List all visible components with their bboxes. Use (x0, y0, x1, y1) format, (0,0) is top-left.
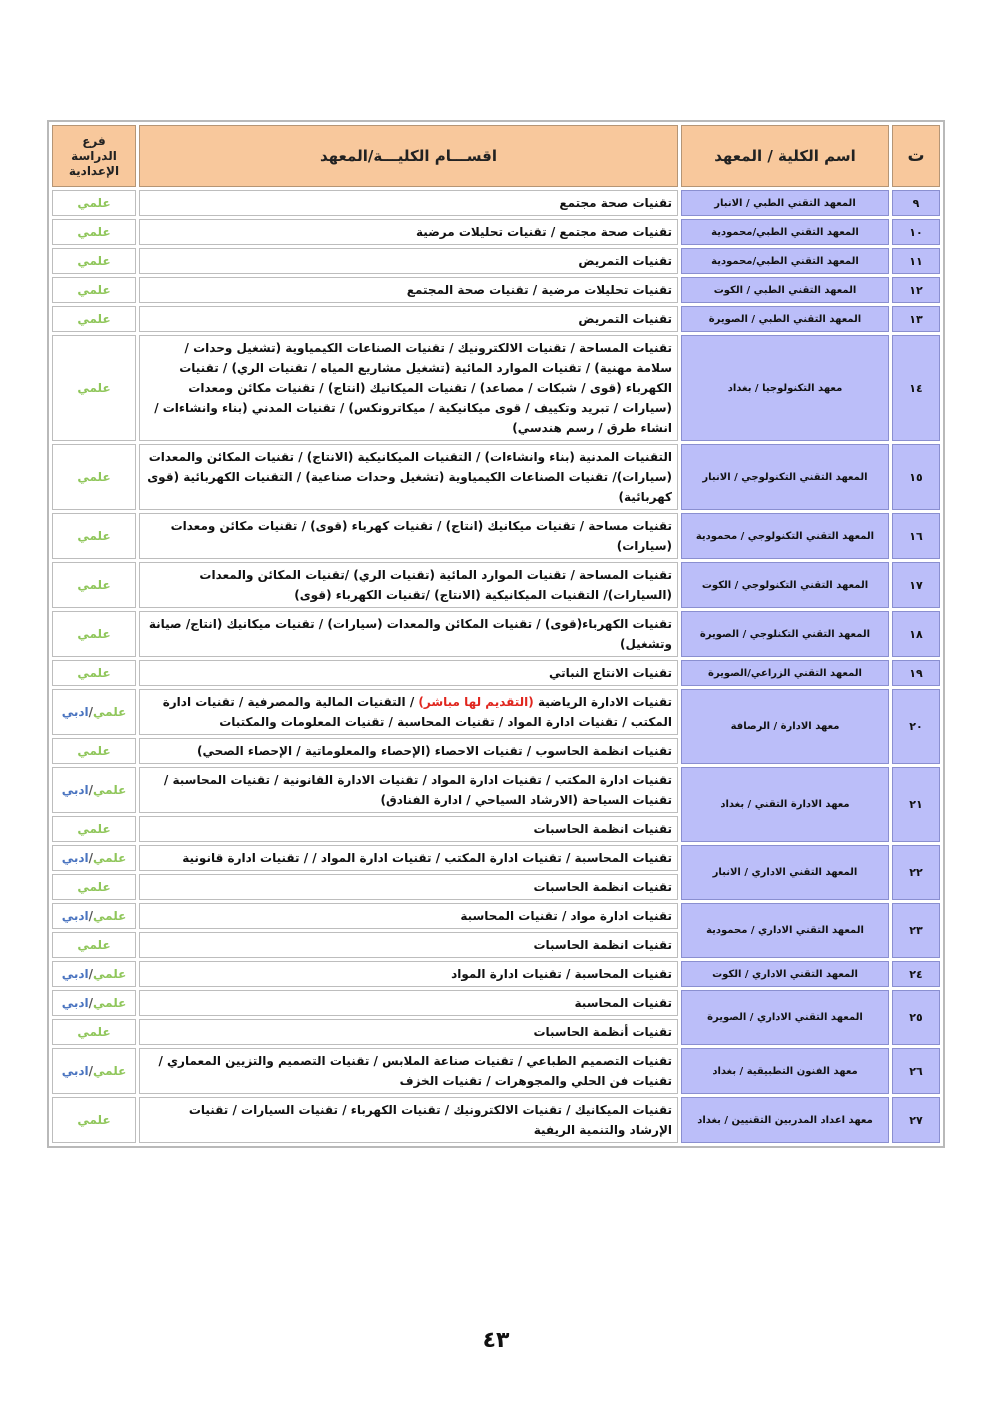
branch-scientific: علمي (77, 822, 111, 836)
row-number: ٢٠ (892, 689, 940, 764)
row-number: ٢٥ (892, 990, 940, 1045)
institute-name: معهد التكنولوجيا / بغداد (681, 335, 889, 441)
branch-cell (52, 689, 136, 735)
header-departments: اقســـام الكليـــة/المعهد (139, 125, 678, 187)
institute-name: المعهد التقني الاداري / الكوت (681, 961, 889, 987)
dept-text: / التقنيات المالية والمصرفية / تقنيات ادارة المكتب / تقنيات ادارة المواد / تقنيات المحاسبة / تقنيات المعلومات والمكتبات (162, 695, 672, 729)
departments-cell: تقنيات ادارة المكتب / تقنيات ادارة المواد / تقنيات الادارة القانونية / تقنيات المحاسبة / تقنيات السياحة (الارشاد السياحي / ادارة الفنادق) (139, 767, 678, 813)
institute-name: المعهد التقني الطبي/محمودية (681, 248, 889, 274)
branch-separator: / (88, 851, 94, 865)
dept-note-direct: (التقديم لها مباشر) (418, 695, 534, 709)
departments-cell: تقنيات الانتاج النباتي (139, 660, 678, 686)
branch-separator: / (88, 705, 94, 719)
departments-cell: تقنيات التصميم الطباعي / تقنيات صناعة الملابس / تقنيات التصميم والتزيين المعماري / تقنيات فن الحلي والمجوهرات / تقنيات الخزف (139, 1048, 678, 1094)
branch-scientific: علمي (77, 470, 111, 484)
branch-cell (52, 660, 136, 686)
departments-cell: التقنيات المدنية (بناء وانشاءات) / التقنيات الميكانيكية (الانتاج) / تقنيات المكائن والمعدات (سيارات)/ تقنيات الصناعات الكيمياوية (تشغيل وحدات صناعية) / التقنيات الكهربائية (قوى كهربائية) (139, 444, 678, 510)
institute-name: المعهد التقني الطبي/محمودية (681, 219, 889, 245)
departments-cell: تقنيات المساحة / تقنيات الالكترونيك / تقنيات الصناعات الكيمياوية (تشغيل وحدات / سلامة مهنية) / تقنيات الموارد المائية (تشغيل مشاريع المياه / تقنيات الري) / تقنيات الكهرباء (قوى / شبكات / مصاعد) / تقنيات الميكانيك (انتاج) / تقنيات مكائن ومعدات (سيارات / تبريد وتكييف / قوى ميكانيكية / ميكاترونكس) / تقنيات المدني (بناء وانشاءات / انشاء طرق / رسم هندسي) (139, 335, 678, 441)
branch-separator: / (88, 1064, 94, 1078)
branch-scientific: علمي (77, 1113, 111, 1127)
branch-cell (52, 932, 136, 958)
institute-name: المعهد التقني الطبي / الانبار (681, 190, 889, 216)
header-row (52, 125, 940, 187)
branch-scientific: علمي (77, 529, 111, 543)
row-number: ١٦ (892, 513, 940, 559)
row-number: ٢٢ (892, 845, 940, 900)
institute-name: المعهد التقني الطبي / الصويرة (681, 306, 889, 332)
table-row (52, 513, 940, 559)
branch-cell (52, 1048, 136, 1094)
branch-cell (52, 513, 136, 559)
row-number: ٢١ (892, 767, 940, 842)
departments-cell: تقنيات المحاسبة (139, 990, 678, 1016)
table-row (52, 306, 940, 332)
branch-scientific: علمي (77, 666, 111, 680)
departments-cell: تقنيات المحاسبة / تقنيات ادارة المواد (139, 961, 678, 987)
departments-cell: تقنيات تحليلات مرضية / تقنيات صحة المجتمع (139, 277, 678, 303)
row-number: ٢٤ (892, 961, 940, 987)
row-number: ٢٣ (892, 903, 940, 958)
departments-cell: تقنيات المساحة / تقنيات الموارد المائية (تقنيات الري) /تقنيات المكائن والمعدات (السيارات)/ التقنيات الميكانيكية (الانتاج) /تقنيات الكهرباء (قوى) (139, 562, 678, 608)
institute-name: المعهد التقني الطبي / الكوت (681, 277, 889, 303)
departments-cell: تقنيات أنظمة الحاسبات (139, 1019, 678, 1045)
branch-scientific: علمي (77, 196, 111, 210)
departments-cell: تقنيات انظمة الحاسبات (139, 816, 678, 842)
departments-cell: تقنيات انظمة الحاسبات (139, 874, 678, 900)
departments-cell (139, 689, 678, 735)
table-row (52, 689, 940, 735)
departments-cell: تقنيات انظمة الحاسوب / تقنيات الاحصاء (الإحصاء والمعلوماتية / الإحصاء الصحي) (139, 738, 678, 764)
table-row (52, 845, 940, 871)
table-row (52, 767, 940, 813)
row-number: ١٤ (892, 335, 940, 441)
table-row (52, 961, 940, 987)
row-number: ١١ (892, 248, 940, 274)
row-number: ٢٦ (892, 1048, 940, 1094)
table-row (52, 248, 940, 274)
institute-name: معهد الادارة / الرصافة (681, 689, 889, 764)
table-row (52, 903, 940, 929)
institute-name: المعهد التقني التكنولوجي / الكوت (681, 562, 889, 608)
branch-cell (52, 990, 136, 1016)
branch-cell (52, 816, 136, 842)
branch-literary: ادبي (61, 1064, 89, 1078)
branch-cell (52, 306, 136, 332)
branch-separator: / (88, 967, 94, 981)
institute-name: معهد الفنون التطبيقية / بغداد (681, 1048, 889, 1094)
row-number: ١٠ (892, 219, 940, 245)
branch-cell (52, 562, 136, 608)
branch-literary: ادبي (61, 967, 89, 981)
branch-cell (52, 335, 136, 441)
departments-cell: تقنيات انظمة الحاسبات (139, 932, 678, 958)
row-number: ١٥ (892, 444, 940, 510)
branch-cell (52, 611, 136, 657)
row-number: ١٩ (892, 660, 940, 686)
departments-cell: تقنيات التمريض (139, 306, 678, 332)
branch-cell (52, 845, 136, 871)
branch-scientific: علمي (77, 312, 111, 326)
branch-literary: ادبي (61, 851, 89, 865)
table-row (52, 444, 940, 510)
table-row (52, 660, 940, 686)
departments-cell: تقنيات الميكانيك / تقنيات الالكترونيك / تقنيات الكهرباء / تقنيات السيارات / تقنيات الإرشاد والتنمية الريفية (139, 1097, 678, 1143)
branch-cell (52, 248, 136, 274)
branch-cell (52, 738, 136, 764)
branch-separator: / (88, 909, 94, 923)
table-row (52, 1097, 940, 1143)
table-row (52, 1048, 940, 1094)
branch-cell (52, 961, 136, 987)
branch-cell (52, 277, 136, 303)
branch-literary: ادبي (61, 783, 89, 797)
branch-separator: / (88, 996, 94, 1010)
branch-scientific: علمي (93, 1064, 127, 1078)
row-number: ١٨ (892, 611, 940, 657)
branch-cell (52, 1097, 136, 1143)
departments-cell: تقنيات صحة مجتمع (139, 190, 678, 216)
branch-scientific: علمي (77, 283, 111, 297)
branch-scientific: علمي (77, 1025, 111, 1039)
branch-cell (52, 1019, 136, 1045)
branch-scientific: علمي (93, 851, 127, 865)
institute-name: المعهد التقني الزراعي/الصويرة (681, 660, 889, 686)
institute-name: المعهد التقني التكنولوجي / الانبار (681, 444, 889, 510)
institutes-table (47, 120, 945, 1148)
branch-scientific: علمي (77, 880, 111, 894)
institute-name: المعهد التقني الاداري / محمودية (681, 903, 889, 958)
departments-cell: تقنيات الكهرباء(قوى) / تقنيات المكائن والمعدات (سيارات) / تقنيات ميكانيك (انتاج/ صيانة وتشغيل) (139, 611, 678, 657)
row-number: ٢٧ (892, 1097, 940, 1143)
branch-literary: ادبي (61, 705, 89, 719)
table-row (52, 562, 940, 608)
row-number: ١٧ (892, 562, 940, 608)
row-number: ١٣ (892, 306, 940, 332)
branch-scientific: علمي (93, 967, 127, 981)
branch-scientific: علمي (93, 705, 127, 719)
departments-cell: تقنيات التمريض (139, 248, 678, 274)
branch-cell (52, 903, 136, 929)
table-row (52, 611, 940, 657)
branch-cell (52, 874, 136, 900)
header-number: ت (892, 125, 940, 187)
branch-scientific: علمي (77, 225, 111, 239)
branch-scientific: علمي (77, 744, 111, 758)
institute-name: معهد اعداد المدربين التقنيين / بغداد (681, 1097, 889, 1143)
institute-name: المعهد التقني التكنلوجي / الصويرة (681, 611, 889, 657)
branch-cell (52, 190, 136, 216)
table-row (52, 190, 940, 216)
page-number: ٤٣ (482, 1328, 510, 1353)
branch-scientific: علمي (77, 627, 111, 641)
table-row (52, 335, 940, 441)
institute-name: معهد الادارة التقني / بغداد (681, 767, 889, 842)
header-institute: اسم الكلية / المعهد (681, 125, 889, 187)
table-body (52, 190, 940, 1143)
branch-cell (52, 444, 136, 510)
branch-literary: ادبي (61, 909, 89, 923)
branch-cell (52, 219, 136, 245)
row-number: ٩ (892, 190, 940, 216)
branch-scientific: علمي (77, 578, 111, 592)
branch-scientific: علمي (77, 381, 111, 395)
branch-scientific: علمي (77, 938, 111, 952)
table-row (52, 277, 940, 303)
row-number: ١٢ (892, 277, 940, 303)
departments-cell: تقنيات المحاسبة / تقنيات ادارة المكتب / تقنيات ادارة المواد / / تقنيات ادارة قانونية (139, 845, 678, 871)
branch-scientific: علمي (93, 996, 127, 1010)
header-branch: فرع الدراسة الإعدادية (52, 125, 136, 187)
table-row (52, 990, 940, 1016)
dept-text: تقنيات الادارة الرياضية (537, 695, 672, 709)
departments-cell: تقنيات ادارة مواد / تقنيات المحاسبة (139, 903, 678, 929)
institute-name: المعهد التقني الاداري / الانبار (681, 845, 889, 900)
institute-name: المعهد التقني التكنولوجي / محمودية (681, 513, 889, 559)
branch-separator: / (88, 783, 94, 797)
table-row (52, 219, 940, 245)
branch-scientific: علمي (93, 783, 127, 797)
departments-cell: تقنيات مساحة / تقنيات ميكانيك (انتاج) / تقنيات كهرباء (قوى) / تقنيات مكائن ومعدات (سيارات) (139, 513, 678, 559)
branch-literary: ادبي (61, 996, 89, 1010)
institute-name: المعهد التقني الاداري / الصويرة (681, 990, 889, 1045)
branch-scientific: علمي (93, 909, 127, 923)
departments-cell: تقنيات صحة مجتمع / تقنيات تحليلات مرضية (139, 219, 678, 245)
branch-scientific: علمي (77, 254, 111, 268)
branch-cell (52, 767, 136, 813)
